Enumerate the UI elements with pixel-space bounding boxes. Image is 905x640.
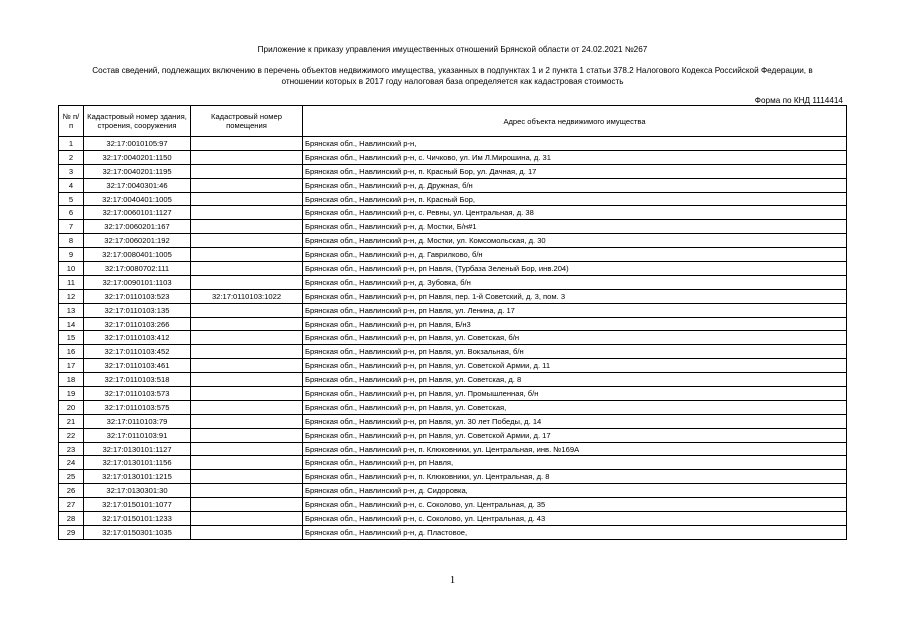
table-row: [59, 303, 847, 317]
premises-cadastral-cell: [191, 456, 303, 470]
table-row: [59, 331, 847, 345]
premises-cadastral-cell: [191, 428, 303, 442]
table-row: [59, 484, 847, 498]
table-row: [59, 387, 847, 401]
table-row: [59, 262, 847, 276]
table-row: [59, 442, 847, 456]
premises-cadastral-cell: [191, 525, 303, 539]
column-header-building-cadastral: Кадастровый номер здания, строения, сооружения: [84, 106, 191, 137]
row-number-cell: 21: [59, 414, 84, 428]
row-number-cell: 22: [59, 428, 84, 442]
row-number-cell: 24: [59, 456, 84, 470]
address-cell: Брянская обл., Навлинский р-н, д. Пластовое,: [303, 525, 847, 539]
row-number-cell: 17: [59, 359, 84, 373]
address-cell: Брянская обл., Навлинский р-н,: [303, 137, 847, 151]
row-number-cell: 15: [59, 331, 84, 345]
document-description-line-2: отношении которых в 2017 году налоговая база определяется как кадастровая стоимость: [281, 77, 624, 86]
table-row: [59, 248, 847, 262]
row-number-cell: 27: [59, 498, 84, 512]
column-header-address: Адрес объекта недвижимого имущества: [303, 106, 847, 137]
row-number-cell: 20: [59, 400, 84, 414]
premises-cadastral-cell: [191, 150, 303, 164]
table-header-row: [59, 106, 847, 137]
address-cell: Брянская обл., Навлинский р-н, с. Соколово, ул. Центральная, д. 43: [303, 512, 847, 526]
premises-cadastral-cell: [191, 359, 303, 373]
premises-cadastral-cell: [191, 317, 303, 331]
document-description-line-1: Состав сведений, подлежащих включению в перечень объектов недвижимого имущества, указанных в подпунктах 1 и 2 пункта 1 статьи 378.2 Налогового Кодекса Российской Федерации, в: [92, 66, 813, 75]
address-cell: Брянская обл., Навлинский р-н, рп Навля, ул. Ленина, д. 17: [303, 303, 847, 317]
table-row: [59, 470, 847, 484]
table-row: [59, 150, 847, 164]
row-number-cell: 29: [59, 525, 84, 539]
table-row: [59, 512, 847, 526]
premises-cadastral-cell: [191, 484, 303, 498]
row-number-cell: 16: [59, 345, 84, 359]
table-row: [59, 456, 847, 470]
row-number-cell: 19: [59, 387, 84, 401]
premises-cadastral-cell: [191, 414, 303, 428]
building-cadastral-cell: 32:17:0110103:518: [84, 373, 191, 387]
premises-cadastral-cell: [191, 470, 303, 484]
premises-cadastral-cell: [191, 373, 303, 387]
address-cell: Брянская обл., Навлинский р-н, д. Мостки, ул. Комсомольская, д. 30: [303, 234, 847, 248]
premises-cadastral-cell: [191, 206, 303, 220]
premises-cadastral-cell: [191, 234, 303, 248]
building-cadastral-cell: 32:17:0040201:1150: [84, 150, 191, 164]
premises-cadastral-cell: [191, 512, 303, 526]
building-cadastral-cell: 32:17:0130101:1127: [84, 442, 191, 456]
page-number: 1: [449, 574, 456, 586]
building-cadastral-cell: 32:17:0090101:1103: [84, 275, 191, 289]
building-cadastral-cell: 32:17:0110103:523: [84, 289, 191, 303]
address-cell: Брянская обл., Навлинский р-н, рп Навля, ул. Советской Армии, д. 11: [303, 359, 847, 373]
premises-cadastral-cell: [191, 387, 303, 401]
address-cell: Брянская обл., Навлинский р-н, с. Чичково, ул. Им Л.Мирошина, д. 31: [303, 150, 847, 164]
premises-cadastral-cell: [191, 400, 303, 414]
table-row: [59, 414, 847, 428]
row-number-cell: 5: [59, 192, 84, 206]
building-cadastral-cell: 32:17:0130301:30: [84, 484, 191, 498]
building-cadastral-cell: 32:17:0150301:1035: [84, 525, 191, 539]
building-cadastral-cell: 32:17:0060201:167: [84, 220, 191, 234]
row-number-cell: 8: [59, 234, 84, 248]
table-row: [59, 192, 847, 206]
table-row: [59, 498, 847, 512]
property-register-table: [58, 105, 847, 540]
table-row: [59, 359, 847, 373]
building-cadastral-cell: 32:17:0060201:192: [84, 234, 191, 248]
building-cadastral-cell: 32:17:0110103:266: [84, 317, 191, 331]
building-cadastral-cell: 32:17:0060101:1127: [84, 206, 191, 220]
address-cell: Брянская обл., Навлинский р-н, с. Ревны, ул. Центральная, д. 38: [303, 206, 847, 220]
building-cadastral-cell: 32:17:0150101:1233: [84, 512, 191, 526]
premises-cadastral-cell: [191, 498, 303, 512]
premises-cadastral-cell: [191, 331, 303, 345]
row-number-cell: 28: [59, 512, 84, 526]
row-number-cell: 26: [59, 484, 84, 498]
table-row: [59, 220, 847, 234]
row-number-cell: 13: [59, 303, 84, 317]
row-number-cell: 4: [59, 178, 84, 192]
building-cadastral-cell: 32:17:0110103:461: [84, 359, 191, 373]
row-number-cell: 7: [59, 220, 84, 234]
address-cell: Брянская обл., Навлинский р-н, п. Клюковники, ул. Центральная, д. 8: [303, 470, 847, 484]
address-cell: Брянская обл., Навлинский р-н, рп Навля, пер. 1-й Советский, д. 3, пом. 3: [303, 289, 847, 303]
address-cell: Брянская обл., Навлинский р-н, д. Дружная, б/н: [303, 178, 847, 192]
premises-cadastral-cell: [191, 192, 303, 206]
address-cell: Брянская обл., Навлинский р-н, рп Навля, ул. 30 лет Победы, д. 14: [303, 414, 847, 428]
premises-cadastral-cell: 32:17:0110103:1022: [191, 289, 303, 303]
table-row: [59, 178, 847, 192]
premises-cadastral-cell: [191, 345, 303, 359]
address-cell: Брянская обл., Навлинский р-н, рп Навля, ул. Советская,: [303, 400, 847, 414]
premises-cadastral-cell: [191, 137, 303, 151]
table-body: [59, 137, 847, 540]
building-cadastral-cell: 32:17:0110103:452: [84, 345, 191, 359]
address-cell: Брянская обл., Навлинский р-н, рп Навля, ул. Промышленная, б/н: [303, 387, 847, 401]
address-cell: Брянская обл., Навлинский р-н, п. Красный Бор,: [303, 192, 847, 206]
address-cell: Брянская обл., Навлинский р-н, п. Красный Бор, ул. Дачная, д. 17: [303, 164, 847, 178]
column-header-number: № п/п: [59, 106, 84, 137]
premises-cadastral-cell: [191, 275, 303, 289]
address-cell: Брянская обл., Навлинский р-н, рп Навля, ул. Вокзальная, б/н: [303, 345, 847, 359]
premises-cadastral-cell: [191, 164, 303, 178]
premises-cadastral-cell: [191, 220, 303, 234]
premises-cadastral-cell: [191, 262, 303, 276]
building-cadastral-cell: 32:17:0010105:97: [84, 137, 191, 151]
address-cell: Брянская обл., Навлинский р-н, д. Гаврилково, б/н: [303, 248, 847, 262]
table-row: [59, 400, 847, 414]
building-cadastral-cell: 32:17:0040301:46: [84, 178, 191, 192]
premises-cadastral-cell: [191, 178, 303, 192]
row-number-cell: 1: [59, 137, 84, 151]
row-number-cell: 25: [59, 470, 84, 484]
row-number-cell: 14: [59, 317, 84, 331]
row-number-cell: 18: [59, 373, 84, 387]
column-header-premises-cadastral: Кадастровый номер помещения: [191, 106, 303, 137]
address-cell: Брянская обл., Навлинский р-н, д. Зубовка, б/н: [303, 275, 847, 289]
address-cell: Брянская обл., Навлинский р-н, д. Мостки, Б/н#1: [303, 220, 847, 234]
building-cadastral-cell: 32:17:0080401:1005: [84, 248, 191, 262]
building-cadastral-cell: 32:17:0110103:91: [84, 428, 191, 442]
address-cell: Брянская обл., Навлинский р-н, рп Навля, ул. Советская, д. 8: [303, 373, 847, 387]
address-cell: Брянская обл., Навлинский р-н, с. Соколово, ул. Центральная, д. 35: [303, 498, 847, 512]
form-code-label: Форма по КНД 1114414: [754, 96, 843, 105]
building-cadastral-cell: 32:17:0130101:1156: [84, 456, 191, 470]
table-row: [59, 234, 847, 248]
building-cadastral-cell: 32:17:0110103:573: [84, 387, 191, 401]
table-row: [59, 428, 847, 442]
row-number-cell: 9: [59, 248, 84, 262]
row-number-cell: 6: [59, 206, 84, 220]
building-cadastral-cell: 32:17:0130101:1215: [84, 470, 191, 484]
premises-cadastral-cell: [191, 303, 303, 317]
building-cadastral-cell: 32:17:0110103:135: [84, 303, 191, 317]
premises-cadastral-cell: [191, 442, 303, 456]
building-cadastral-cell: 32:17:0080702:111: [84, 262, 191, 276]
row-number-cell: 3: [59, 164, 84, 178]
table-row: [59, 289, 847, 303]
building-cadastral-cell: 32:17:0110103:79: [84, 414, 191, 428]
address-cell: Брянская обл., Навлинский р-н, рп Навля, ул. Советской Армии, д. 17: [303, 428, 847, 442]
address-cell: Брянская обл., Навлинский р-н, п. Клюковники, ул. Центральная, инв. №169А: [303, 442, 847, 456]
address-cell: Брянская обл., Навлинский р-н, рп Навля,: [303, 456, 847, 470]
row-number-cell: 10: [59, 262, 84, 276]
table-row: [59, 525, 847, 539]
address-cell: Брянская обл., Навлинский р-н, рп Навля, ул. Советская, б/н: [303, 331, 847, 345]
building-cadastral-cell: 32:17:0040201:1195: [84, 164, 191, 178]
row-number-cell: 23: [59, 442, 84, 456]
table-row: [59, 275, 847, 289]
row-number-cell: 12: [59, 289, 84, 303]
row-number-cell: 2: [59, 150, 84, 164]
document-title: Приложение к приказу управления имущественных отношений Брянской области от 24.02.2021 №267: [257, 45, 648, 54]
address-cell: Брянская обл., Навлинский р-н, д. Сидоровка,: [303, 484, 847, 498]
building-cadastral-cell: 32:17:0150101:1077: [84, 498, 191, 512]
address-cell: Брянская обл., Навлинский р-н, рп Навля, Б/н3: [303, 317, 847, 331]
table-row: [59, 345, 847, 359]
building-cadastral-cell: 32:17:0110103:575: [84, 400, 191, 414]
building-cadastral-cell: 32:17:0040401:1005: [84, 192, 191, 206]
table-row: [59, 373, 847, 387]
premises-cadastral-cell: [191, 248, 303, 262]
row-number-cell: 11: [59, 275, 84, 289]
table-row: [59, 137, 847, 151]
building-cadastral-cell: 32:17:0110103:412: [84, 331, 191, 345]
table-row: [59, 164, 847, 178]
address-cell: Брянская обл., Навлинский р-н, рп Навля, (Турбаза Зеленый Бор, инв.204): [303, 262, 847, 276]
table-row: [59, 317, 847, 331]
table-row: [59, 206, 847, 220]
